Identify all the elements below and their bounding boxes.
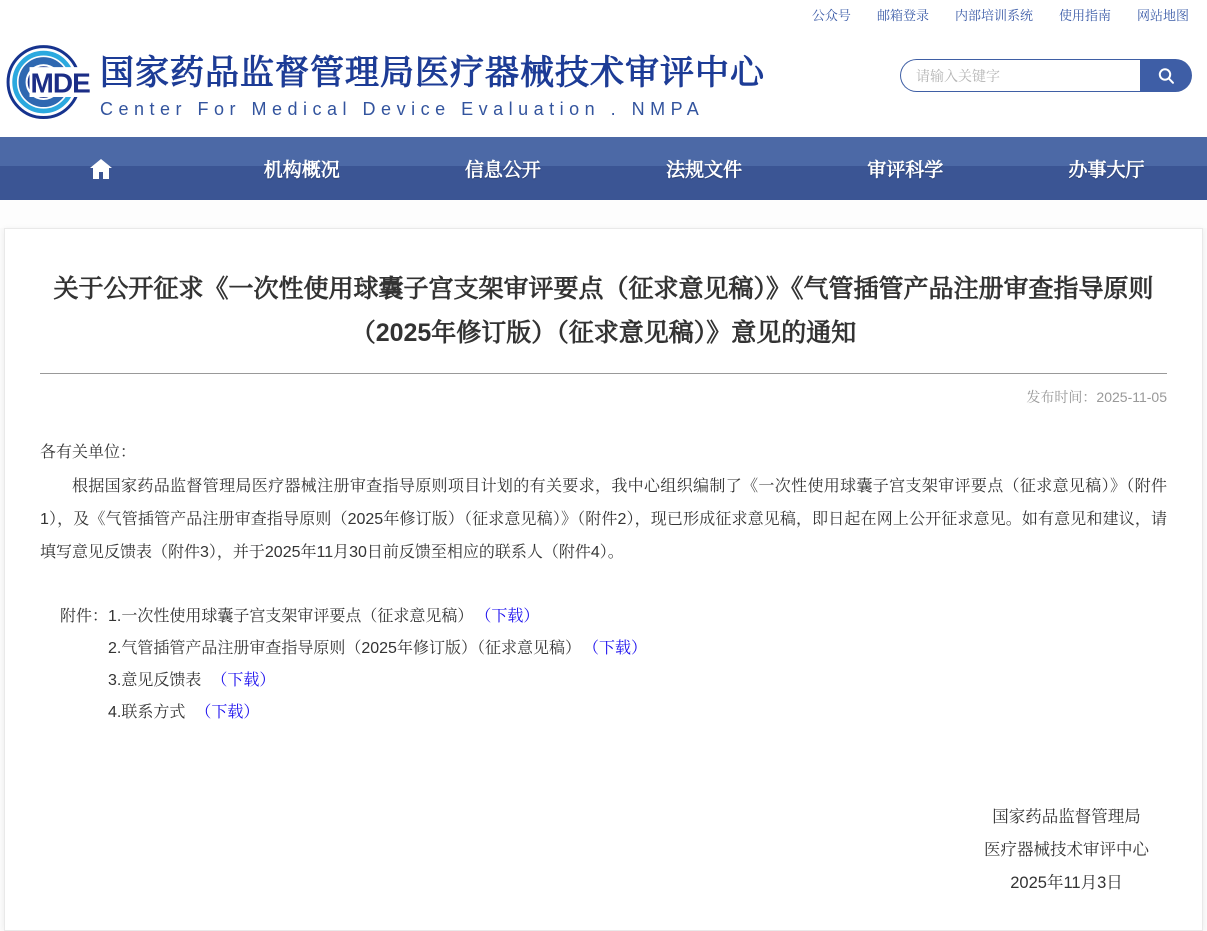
signature-org-line2: 医疗器械技术审评中心 — [984, 841, 1149, 859]
main-nav — [0, 137, 1207, 200]
topbar-link-user-guide[interactable]: 使用指南 — [1058, 7, 1111, 23]
attachment-title: 3.意见反馈表 — [108, 672, 202, 689]
attachments-section — [40, 601, 1167, 729]
nav-item-regulations[interactable]: 法规文件 — [666, 160, 743, 181]
article-title: 关于公开征求《一次性使用球囊子宫支架审评要点（征求意见稿）》《气管插管产品注册审查指导原则（2025年修订版）（征求意见稿）》意见的通知 — [53, 275, 1154, 347]
signature-block — [984, 801, 1149, 900]
search-button[interactable] — [1140, 59, 1192, 92]
download-link-2[interactable]: （下载） — [590, 640, 647, 657]
nav-item-service-hall[interactable]: 办事大厅 — [1068, 160, 1145, 181]
signature-date: 2025年11月3日 — [1010, 874, 1123, 892]
title-divider — [40, 373, 1167, 374]
attachments-label: 附件： — [60, 608, 109, 625]
org-name-en: Center For Medical Device Evaluation . NMPA — [100, 99, 705, 119]
home-icon — [89, 158, 113, 180]
attachments-list — [108, 601, 647, 729]
topbar-link-mail-login[interactable]: 邮箱登录 — [876, 7, 929, 23]
brand-block — [100, 45, 765, 120]
topbar-link-sitemap[interactable]: 网站地图 — [1136, 7, 1189, 23]
publish-time: 发布时间：2025-11-05 — [1026, 389, 1167, 405]
header-content-gap — [0, 200, 1207, 228]
article-paragraph: 根据国家药品监督管理局医疗器械注册审查指导原则项目计划的有关要求，我中心组织编制了《一次性使用球囊子宫支架审评要点（征求意见稿）》（附件1），及《气管插管产品注册审查指导原则（2025年修订版）（征求意见稿）》（附件2），现已形成征求意见稿，即日起在网上公开征求意见。如有意见和建议，请填写意见反馈表（附件3），并于2025年11月30日前反馈至相应的联系人（附件4）。 — [40, 478, 1167, 561]
attachment-row — [108, 665, 647, 697]
nav-item-info-disclosure[interactable]: 信息公开 — [464, 160, 541, 181]
nav-item-about[interactable]: 机构概况 — [263, 160, 340, 181]
nav-item-review-science[interactable]: 审评科学 — [867, 160, 944, 181]
salutation: 各有关单位： — [40, 444, 137, 461]
topbar-link-internal-training[interactable]: 内部培训系统 — [954, 7, 1033, 23]
top-utility-bar — [0, 0, 1207, 28]
download-link-4[interactable]: （下载） — [195, 704, 260, 721]
attachment-title: 1.一次性使用球囊子宫支架审评要点（征求意见稿） — [108, 608, 474, 625]
cmde-logo-icon[interactable] — [4, 41, 98, 125]
attachment-title: 2.气管插管产品注册审查指导原则（2025年修订版）（征求意见稿） — [108, 640, 581, 657]
download-link-3[interactable]: （下载） — [211, 672, 276, 689]
nav-item-home[interactable] — [0, 137, 201, 200]
article-card — [4, 228, 1203, 931]
site-search — [900, 59, 1192, 92]
search-input[interactable] — [900, 59, 1140, 92]
attachment-row — [108, 633, 647, 665]
topbar-link-wechat[interactable]: 公众号 — [811, 7, 851, 23]
download-link-1[interactable]: （下载） — [483, 608, 540, 625]
org-name-zh: 国家药品监督管理局医疗器械技术审评中心 — [100, 55, 765, 92]
signature-org-line1: 国家药品监督管理局 — [992, 808, 1141, 826]
attachment-title: 4.联系方式 — [108, 704, 186, 721]
attachment-row — [108, 601, 647, 633]
logo-acronym: MDE — [30, 66, 90, 98]
attachment-row — [108, 697, 647, 729]
search-icon — [1156, 66, 1176, 86]
site-header — [0, 28, 1207, 137]
